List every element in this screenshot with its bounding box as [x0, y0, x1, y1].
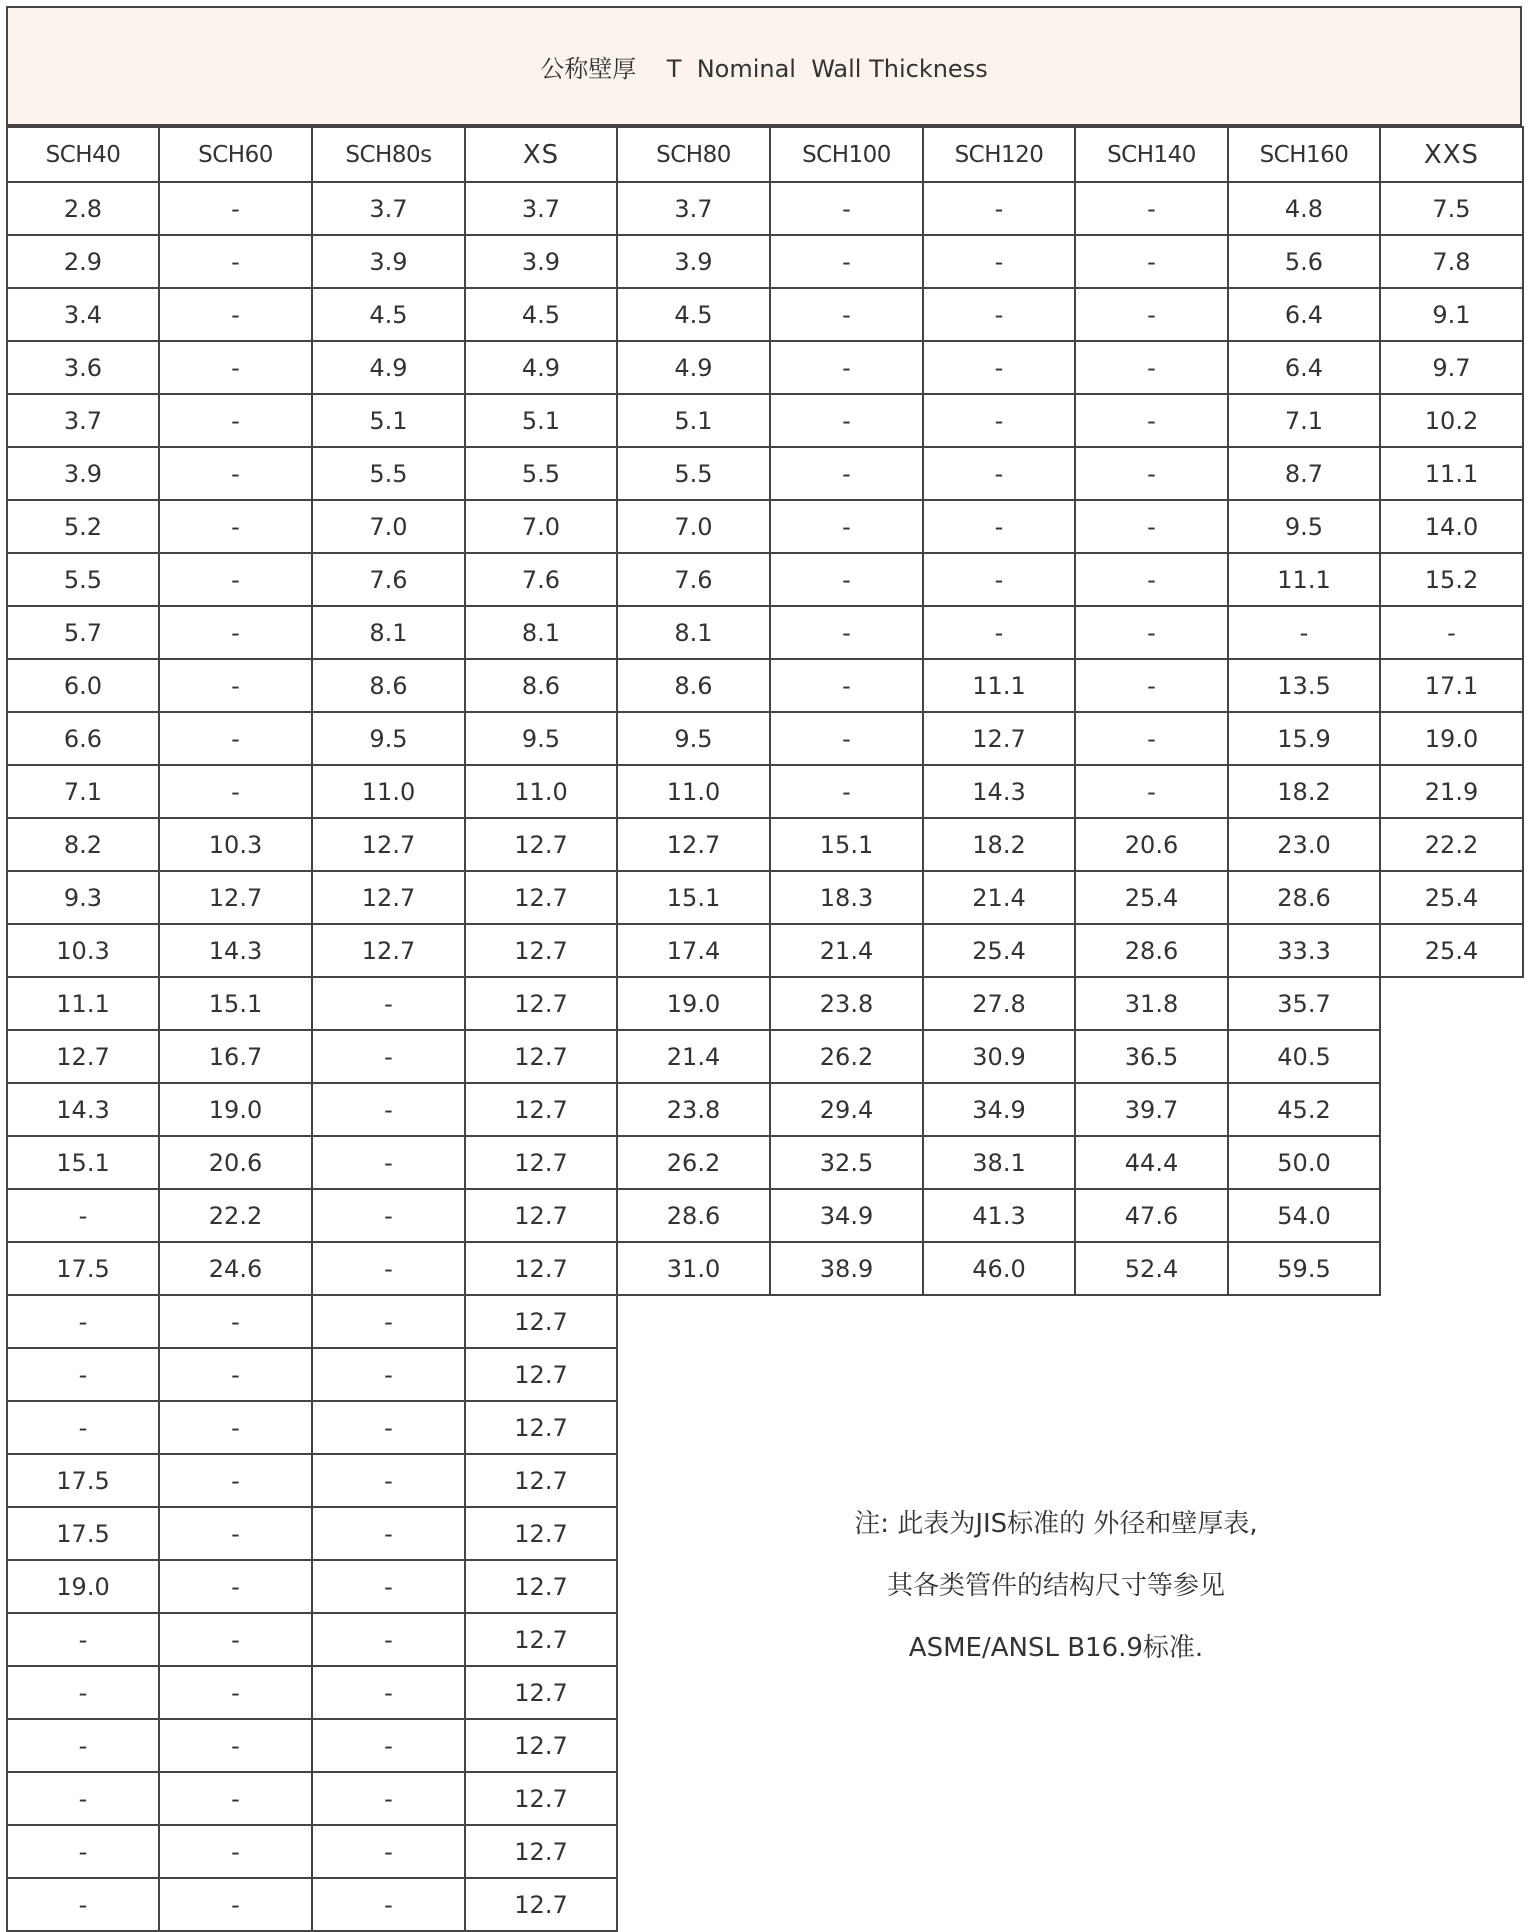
table-cell: - [769, 340, 924, 395]
table-cell: - [6, 1771, 160, 1826]
table-cell: 8.6 [311, 658, 466, 713]
table-cell: - [1074, 499, 1229, 554]
table-cell: - [769, 605, 924, 660]
table-cell: 5.5 [464, 446, 618, 501]
table-cell: 19.0 [158, 1082, 313, 1137]
table-cell: - [922, 287, 1076, 342]
table-cell: 12.7 [158, 870, 313, 925]
table-cell: 9.5 [311, 711, 466, 766]
table-cell: - [922, 393, 1076, 448]
table-cell: 3.7 [616, 181, 771, 236]
table-cell: 5.1 [464, 393, 618, 448]
table-cell: - [158, 1665, 313, 1720]
table-cell: - [158, 446, 313, 501]
table-cell: 3.7 [464, 181, 618, 236]
table-cell: - [769, 552, 924, 607]
table-cell: 25.4 [1379, 923, 1524, 978]
table-cell: - [769, 764, 924, 819]
table-cell: 33.3 [1227, 923, 1381, 978]
table-cell: 11.1 [6, 976, 160, 1031]
table-cell: 12.7 [464, 1665, 618, 1720]
table-cell: - [922, 181, 1076, 236]
column-header: XS [464, 126, 618, 183]
table-cell: 4.9 [464, 340, 618, 395]
table-cell: - [158, 1400, 313, 1455]
table-cell: 45.2 [1227, 1082, 1381, 1137]
table-cell: 22.2 [158, 1188, 313, 1243]
table-cell: 34.9 [769, 1188, 924, 1243]
table-cell: 5.5 [616, 446, 771, 501]
table-cell: - [158, 499, 313, 554]
table-cell: 14.3 [6, 1082, 160, 1137]
table-cell: - [1074, 340, 1229, 395]
table-cell: 12.7 [464, 1771, 618, 1826]
table-cell: - [158, 711, 313, 766]
table-cell: 18.3 [769, 870, 924, 925]
table-cell: 5.7 [6, 605, 160, 660]
table-cell: 12.7 [616, 817, 771, 872]
table-cell: 12.7 [464, 1400, 618, 1455]
table-cell: 14.3 [922, 764, 1076, 819]
table-cell: 9.3 [6, 870, 160, 925]
table-cell: 14.0 [1379, 499, 1524, 554]
table-cell: 15.1 [616, 870, 771, 925]
table-cell: 12.7 [464, 1347, 618, 1402]
table-cell: 7.6 [311, 552, 466, 607]
table-cell: - [6, 1400, 160, 1455]
table-cell: - [311, 1559, 466, 1614]
table-cell: 21.4 [922, 870, 1076, 925]
table-cell: 8.1 [464, 605, 618, 660]
table-cell: 12.7 [464, 817, 618, 872]
table-cell: 20.6 [1074, 817, 1229, 872]
table-cell: 32.5 [769, 1135, 924, 1190]
table-cell: 4.9 [311, 340, 466, 395]
column-header: SCH120 [922, 126, 1076, 183]
table-cell: 12.7 [464, 1188, 618, 1243]
table-cell: 12.7 [464, 870, 618, 925]
table-cell: 12.7 [464, 923, 618, 978]
table-cell: 17.4 [616, 923, 771, 978]
table-cell: 13.5 [1227, 658, 1381, 713]
table-cell: 11.0 [464, 764, 618, 819]
table-cell: 11.1 [1227, 552, 1381, 607]
table-cell: - [158, 658, 313, 713]
table-cell: - [769, 658, 924, 713]
table-cell: 9.1 [1379, 287, 1524, 342]
table-cell: 50.0 [1227, 1135, 1381, 1190]
table-cell: - [6, 1877, 160, 1932]
column-header: SCH40 [6, 126, 160, 183]
column-header: SCH160 [1227, 126, 1381, 183]
table-cell: - [6, 1718, 160, 1773]
table-cell: - [158, 1824, 313, 1879]
table-cell: - [311, 1612, 466, 1667]
table-cell: 28.6 [1074, 923, 1229, 978]
table-cell: 6.4 [1227, 287, 1381, 342]
table-cell: - [922, 234, 1076, 289]
table-cell: 11.0 [311, 764, 466, 819]
table-cell: 7.0 [311, 499, 466, 554]
table-cell: 9.5 [616, 711, 771, 766]
table-cell: 25.4 [1379, 870, 1524, 925]
table-cell: - [158, 393, 313, 448]
table-cell: - [311, 1347, 466, 1402]
note-line-1: 注: 此表为JIS标准的 外径和壁厚表, [854, 1509, 1258, 1539]
table-cell: 17.5 [6, 1506, 160, 1561]
table-cell: - [158, 1559, 313, 1614]
table-cell: 3.6 [6, 340, 160, 395]
table-cell: - [311, 1135, 466, 1190]
table-cell: - [1074, 764, 1229, 819]
table-cell: 26.2 [769, 1029, 924, 1084]
table-cell: - [769, 393, 924, 448]
table-cell: - [1074, 605, 1229, 660]
table-cell: - [311, 1188, 466, 1243]
table-cell: 16.7 [158, 1029, 313, 1084]
table-cell: 8.2 [6, 817, 160, 872]
table-cell: 2.9 [6, 234, 160, 289]
table-cell: 5.1 [616, 393, 771, 448]
table-cell: 5.2 [6, 499, 160, 554]
table-cell: 38.9 [769, 1241, 924, 1296]
table-cell: - [769, 446, 924, 501]
table-cell: 6.6 [6, 711, 160, 766]
table-cell: 12.7 [464, 1453, 618, 1508]
table-cell: 15.1 [6, 1135, 160, 1190]
table-cell: - [922, 605, 1076, 660]
table-cell: - [6, 1294, 160, 1349]
table-cell: 3.4 [6, 287, 160, 342]
table-cell: 4.8 [1227, 181, 1381, 236]
table-cell: - [311, 1824, 466, 1879]
table-cell: 23.0 [1227, 817, 1381, 872]
table-cell: - [158, 1771, 313, 1826]
table-cell: 39.7 [1074, 1082, 1229, 1137]
table-cell: 52.4 [1074, 1241, 1229, 1296]
table-cell: - [311, 1506, 466, 1561]
table-cell: - [6, 1188, 160, 1243]
table-cell: 8.1 [616, 605, 771, 660]
column-header: XXS [1379, 126, 1524, 183]
table-cell: 22.2 [1379, 817, 1524, 872]
table-cell: 12.7 [464, 976, 618, 1031]
table-cell: 4.5 [464, 287, 618, 342]
table-cell: 6.4 [1227, 340, 1381, 395]
table-cell: 7.1 [1227, 393, 1381, 448]
table-cell: - [1074, 287, 1229, 342]
table-cell: 7.1 [6, 764, 160, 819]
table-cell: 17.5 [6, 1453, 160, 1508]
table-cell: 12.7 [464, 1718, 618, 1773]
table-cell: - [1074, 658, 1229, 713]
table-cell: 5.5 [6, 552, 160, 607]
column-header: SCH80 [616, 126, 771, 183]
table-cell: - [922, 499, 1076, 554]
table-cell: 24.6 [158, 1241, 313, 1296]
table-cell: 8.6 [464, 658, 618, 713]
table-cell: 5.6 [1227, 234, 1381, 289]
table-cell: 47.6 [1074, 1188, 1229, 1243]
table-cell: 19.0 [6, 1559, 160, 1614]
table-cell: 25.4 [1074, 870, 1229, 925]
table-cell: - [769, 287, 924, 342]
table-cell: - [158, 181, 313, 236]
table-cell: 12.7 [464, 1294, 618, 1349]
table-cell: - [158, 552, 313, 607]
table-cell: - [6, 1665, 160, 1720]
table-cell: - [158, 1718, 313, 1773]
table-cell: - [311, 1877, 466, 1932]
table-cell: - [311, 1718, 466, 1773]
table-cell: 12.7 [311, 870, 466, 925]
table-cell: - [158, 1347, 313, 1402]
table-cell: 4.5 [311, 287, 466, 342]
table-cell: 12.7 [464, 1135, 618, 1190]
table-cell: 21.9 [1379, 764, 1524, 819]
table-cell: 10.3 [158, 817, 313, 872]
table-cell: - [6, 1347, 160, 1402]
table-cell: 28.6 [616, 1188, 771, 1243]
table-cell: - [1379, 605, 1524, 660]
table-cell: - [1074, 711, 1229, 766]
table-cell: 6.0 [6, 658, 160, 713]
table-cell: - [1227, 605, 1381, 660]
table-cell: - [158, 234, 313, 289]
table-cell: 8.6 [616, 658, 771, 713]
table-cell: - [158, 1877, 313, 1932]
table-cell: 3.7 [311, 181, 466, 236]
column-header: SCH80s [311, 126, 466, 183]
table-cell: 23.8 [616, 1082, 771, 1137]
table-cell: 12.7 [464, 1559, 618, 1614]
table-cell: 4.9 [616, 340, 771, 395]
table-cell: 8.7 [1227, 446, 1381, 501]
table-cell: - [311, 1400, 466, 1455]
table-cell: 7.6 [616, 552, 771, 607]
table-cell: - [158, 287, 313, 342]
table-cell: 12.7 [6, 1029, 160, 1084]
table-title: 公称壁厚 T Nominal Wall Thickness [540, 54, 988, 83]
table-cell: 3.7 [6, 393, 160, 448]
table-cell: 12.7 [464, 1506, 618, 1561]
table-cell: 3.9 [311, 234, 466, 289]
table-cell: 28.6 [1227, 870, 1381, 925]
table-cell: - [311, 1665, 466, 1720]
table-cell: 14.3 [158, 923, 313, 978]
table-cell: 11.0 [616, 764, 771, 819]
table-cell: - [158, 1453, 313, 1508]
table-cell: 27.8 [922, 976, 1076, 1031]
table-cell: 17.1 [1379, 658, 1524, 713]
table-cell: - [311, 976, 466, 1031]
table-cell: 10.3 [6, 923, 160, 978]
note-line-3: ASME/ANSL B16.9标准. [908, 1633, 1204, 1663]
table-cell: 3.9 [464, 234, 618, 289]
table-cell: 7.8 [1379, 234, 1524, 289]
table-cell: - [158, 605, 313, 660]
table-cell: 34.9 [922, 1082, 1076, 1137]
table-cell: 7.6 [464, 552, 618, 607]
table-cell: 7.0 [616, 499, 771, 554]
table-cell: 15.1 [158, 976, 313, 1031]
table-cell: - [769, 234, 924, 289]
table-cell: 20.6 [158, 1135, 313, 1190]
table-cell: - [1074, 446, 1229, 501]
table-cell: 12.7 [311, 817, 466, 872]
table-cell: 21.4 [616, 1029, 771, 1084]
table-cell: 12.7 [464, 1082, 618, 1137]
table-cell: 36.5 [1074, 1029, 1229, 1084]
table-cell: 31.0 [616, 1241, 771, 1296]
table-cell: 5.5 [311, 446, 466, 501]
table-cell: 5.1 [311, 393, 466, 448]
table-cell: 17.5 [6, 1241, 160, 1296]
table-cell: 38.1 [922, 1135, 1076, 1190]
note-line-2: 其各类管件的结构尺寸等参见 [886, 1571, 1225, 1601]
table-cell: - [311, 1453, 466, 1508]
table-cell: 19.0 [616, 976, 771, 1031]
table-cell: - [6, 1612, 160, 1667]
table-cell: 59.5 [1227, 1241, 1381, 1296]
table-cell: 3.9 [6, 446, 160, 501]
table-cell: - [311, 1241, 466, 1296]
column-header: SCH140 [1074, 126, 1229, 183]
table-cell: 54.0 [1227, 1188, 1381, 1243]
table-cell: 12.7 [464, 1241, 618, 1296]
table-cell: - [1074, 234, 1229, 289]
column-header: SCH100 [769, 126, 924, 183]
table-cell: - [158, 1612, 313, 1667]
table-cell: - [1074, 552, 1229, 607]
table-cell: 4.5 [616, 287, 771, 342]
table-cell: - [311, 1082, 466, 1137]
table-cell: 21.4 [769, 923, 924, 978]
table-cell: - [158, 340, 313, 395]
table-cell: 15.1 [769, 817, 924, 872]
table-cell: 12.7 [464, 1612, 618, 1667]
table-cell: - [158, 1294, 313, 1349]
table-cell: - [1074, 393, 1229, 448]
table-title-banner [6, 6, 1522, 126]
table-cell: - [769, 711, 924, 766]
table-cell: 7.5 [1379, 181, 1524, 236]
table-cell: 15.2 [1379, 552, 1524, 607]
table-cell: 23.8 [769, 976, 924, 1031]
table-cell: - [922, 340, 1076, 395]
table-cell: 25.4 [922, 923, 1076, 978]
table-cell: - [158, 764, 313, 819]
table-cell: 9.5 [464, 711, 618, 766]
table-cell: 46.0 [922, 1241, 1076, 1296]
table-cell: - [6, 1824, 160, 1879]
table-cell: 18.2 [1227, 764, 1381, 819]
table-cell: 2.8 [6, 181, 160, 236]
table-cell: - [922, 552, 1076, 607]
table-cell: 15.9 [1227, 711, 1381, 766]
table-cell: 7.0 [464, 499, 618, 554]
table-cell: 11.1 [1379, 446, 1524, 501]
table-cell: - [769, 499, 924, 554]
table-cell: 12.7 [311, 923, 466, 978]
table-cell: 30.9 [922, 1029, 1076, 1084]
column-header: SCH60 [158, 126, 313, 183]
table-cell: 3.9 [616, 234, 771, 289]
table-cell: 19.0 [1379, 711, 1524, 766]
table-cell: 12.7 [464, 1877, 618, 1932]
table-cell: 18.2 [922, 817, 1076, 872]
table-cell: - [311, 1771, 466, 1826]
table-cell: 40.5 [1227, 1029, 1381, 1084]
table-cell: 8.1 [311, 605, 466, 660]
table-cell: 12.7 [922, 711, 1076, 766]
table-cell: - [769, 181, 924, 236]
table-cell: 41.3 [922, 1188, 1076, 1243]
table-cell: 12.7 [464, 1824, 618, 1879]
table-cell: 44.4 [1074, 1135, 1229, 1190]
table-cell: - [158, 1506, 313, 1561]
table-cell: 12.7 [464, 1029, 618, 1084]
table-cell: 9.7 [1379, 340, 1524, 395]
table-cell: - [922, 446, 1076, 501]
table-cell: - [311, 1029, 466, 1084]
table-cell: 9.5 [1227, 499, 1381, 554]
table-cell: 35.7 [1227, 976, 1381, 1031]
table-cell: - [1074, 181, 1229, 236]
table-cell: 10.2 [1379, 393, 1524, 448]
table-cell: - [311, 1294, 466, 1349]
table-cell: 29.4 [769, 1082, 924, 1137]
table-cell: 26.2 [616, 1135, 771, 1190]
table-cell: 31.8 [1074, 976, 1229, 1031]
table-cell: 11.1 [922, 658, 1076, 713]
